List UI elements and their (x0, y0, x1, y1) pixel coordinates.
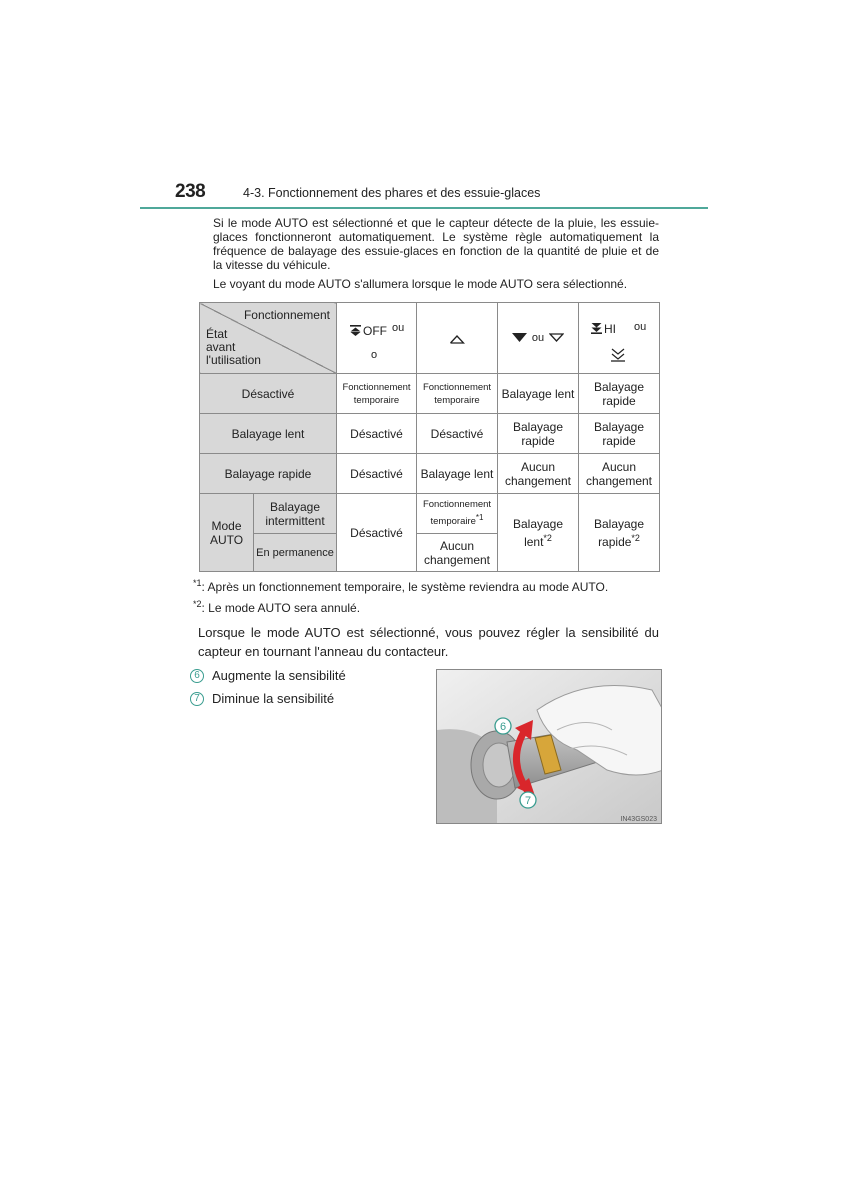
row-label-lent: Balayage lent (200, 414, 337, 454)
cell: Désactivé (337, 414, 417, 454)
intro-paragraph: Si le mode AUTO est sélectionné et que le capteur détecte de la pluie, les essuie-glaces fonctionneront automatiquement. Le système règle automatiquement la fréquence de balayage des essuie-glaces en fonction de la quantité de pluie et de la vitesse du véhicule. (213, 216, 659, 272)
list-item: 7 Diminue la sensibilité (190, 691, 334, 706)
cell: Désactivé (337, 494, 417, 572)
cell: Fonctionnement temporaire (337, 374, 417, 414)
sensor-ring-illustration (436, 669, 662, 824)
hi-label: HI (604, 321, 616, 336)
row-label-rapide: Balayage rapide (200, 454, 337, 494)
cell: Balayage lent$^{*2}$ (498, 494, 579, 572)
col-header-hi (579, 303, 660, 374)
auto-indicator-note: Le voyant du mode AUTO s'allumera lorsque le mode AUTO sera sélectionné. (213, 277, 628, 291)
cell: Balayage lent (498, 374, 579, 414)
cell: Balayage lent (417, 454, 498, 494)
off-position-icon (350, 325, 361, 336)
footnote-2: $^{*2}$: Le mode AUTO sera annulé. (193, 599, 361, 615)
off-label: OFF (363, 323, 387, 338)
callout-7: 7 (524, 795, 532, 807)
cell: Aucun changement (498, 454, 579, 494)
row-sublabel-intermittent: Balayage intermittent (254, 494, 337, 534)
hi-speed-icon (591, 323, 602, 334)
cell: Aucun changement (579, 454, 660, 494)
illustration-code: IN43GS023 (620, 816, 657, 823)
cell: Balayage rapide (498, 414, 579, 454)
col4-ou: ou (634, 320, 647, 333)
cell: Fonctionnement temporaire (417, 374, 498, 414)
sensitivity-paragraph: Lorsque le mode AUTO est sélectionné, vous pouvez régler la sensibilité du capteur en tournant l'anneau du contacteur. (198, 625, 659, 659)
off-alt-symbol: o (371, 348, 378, 361)
section-title: 4-3. Fonctionnement des phares et des essuie-glaces (243, 186, 541, 200)
cell: Désactivé (337, 454, 417, 494)
col1-ou: ou (392, 321, 405, 334)
table-corner-header (200, 303, 337, 374)
page-number: 238 (175, 181, 206, 202)
col-header-mist (417, 303, 498, 374)
hand-turning-ring-image (437, 670, 662, 824)
callout-6: 6 (499, 721, 507, 733)
number-6-icon: 6 (190, 669, 204, 683)
cell: Balayage rapide$^{*2}$ (579, 494, 660, 572)
corner-state-label: État avant l'utilisation (206, 327, 261, 367)
col-header-off (337, 303, 417, 374)
row-label-auto: Mode AUTO (200, 494, 254, 572)
mist-up-icon (449, 334, 465, 344)
list-item: 6 Augmente la sensibilité (190, 668, 346, 683)
row-sublabel-permanence: En permanence (254, 534, 337, 572)
cell: Fonctionnement temporaire$^{*1}$ (417, 494, 498, 534)
cell: Balayage rapide (579, 374, 660, 414)
cell: Aucun changement (417, 534, 498, 572)
col3-ou: ou (531, 331, 545, 344)
low-speed-icon (512, 333, 527, 342)
number-7-icon: 7 (190, 692, 204, 706)
corner-operation-label: Fonctionnement (243, 308, 330, 322)
cell: Balayage rapide (579, 414, 660, 454)
col-header-down (498, 303, 579, 374)
hi-outline-icon (611, 348, 625, 362)
auto-outline-down-icon (549, 333, 564, 342)
header-rule (140, 207, 708, 209)
cell: Désactivé (417, 414, 498, 454)
row-label-desactive: Désactivé (200, 374, 337, 414)
footnote-1: $^{*1}$: Après un fonctionnement temporaire, le système reviendra au mode AUTO. (193, 578, 609, 594)
wiper-operation-table (199, 302, 660, 572)
